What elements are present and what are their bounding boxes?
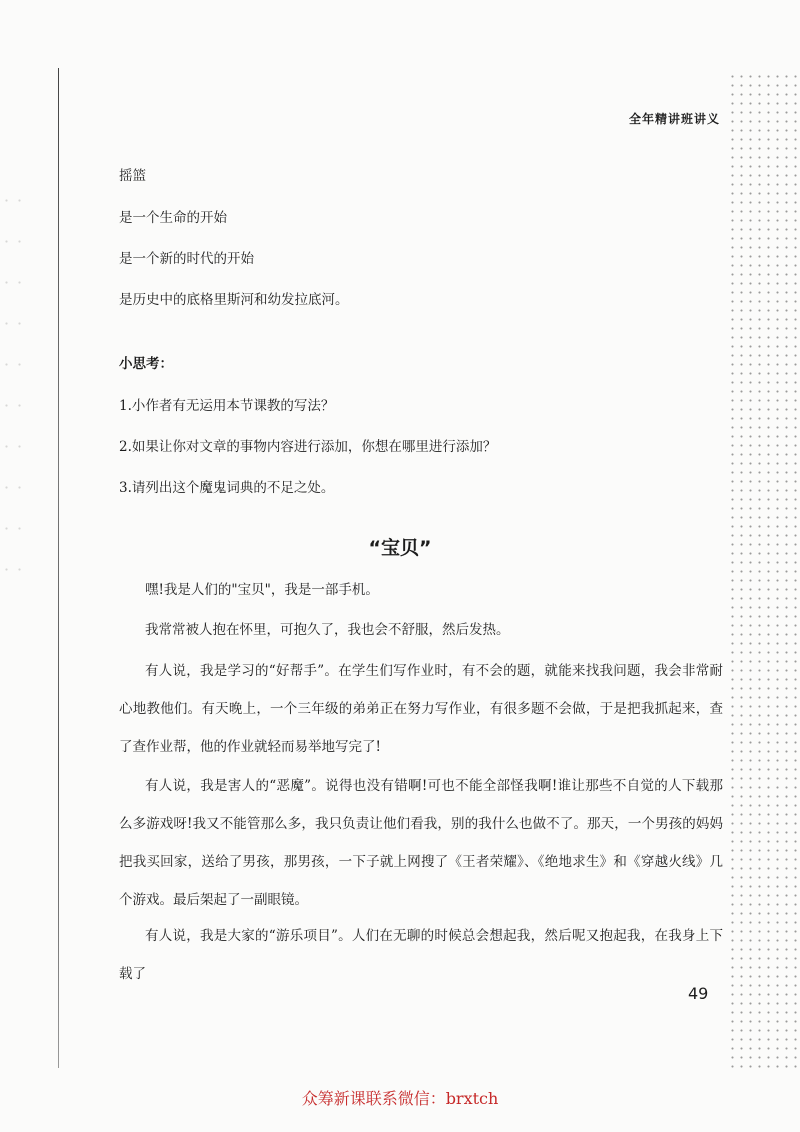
essay-paragraph: 有人说，我是害人的“恶魔”。说得也没有错啊!可也不能全部怪我啊!谁让那些不自觉的人下载那么多游戏呀!我又不能管那么多，我只负责让他们看我，别的我什么也做不了。那天，一个男孩的妈妈把我买回家，送给了男孩，那男孩，一下子就上网搜了《王者荣耀》、《绝地求生》和《穿越火线》几个游戏。最后架起了一副眼镜。 xyxy=(119,778,723,908)
page-number: 49 xyxy=(688,984,709,1003)
essay-paragraph: 嘿!我是人们的"宝贝"，我是一部手机。 xyxy=(145,582,379,598)
poem-line: 是历史中的底格里斯河和幼发拉底河。 xyxy=(119,292,349,308)
dot-grid-margin xyxy=(728,72,798,1072)
binding-line xyxy=(58,68,59,1068)
poem-line: 摇篮 xyxy=(119,168,146,184)
essay-title: “宝贝” xyxy=(368,537,432,559)
question-item: 3.请列出这个魔鬼词典的不足之处。 xyxy=(119,480,335,496)
essay-paragraph: 我常常被人抱在怀里，可抱久了，我也会不舒服，然后发热。 xyxy=(145,622,510,638)
question-item: 2.如果让你对文章的事物内容进行添加，你想在哪里进行添加？ xyxy=(119,439,497,455)
question-item: 1.小作者有无运用本节课教的写法？ xyxy=(119,398,335,414)
thinking-heading: 小思考： xyxy=(119,356,173,372)
essay-paragraph: 有人说，我是大家的“游乐项目”。人们在无聊的时候总会想起我，然后呢又抱起我，在我身上下载了 xyxy=(119,928,723,982)
poem-line: 是一个生命的开始 xyxy=(119,210,227,226)
poem-line: 是一个新的时代的开始 xyxy=(119,251,254,267)
footer-watermark: 众筹新课联系微信：brxtch xyxy=(301,1089,499,1108)
essay-paragraph: 有人说，我是学习的“好帮手”。在学生们写作业时，有不会的题，就能来找我问题，我会非常耐心地教他们。有天晚上，一个三年级的弟弟正在努力写作业，有很多题不会做，于是把我抓起来，查了查作业帮，他的作业就轻而易举地写完了! xyxy=(119,663,723,755)
header-title: 全年精讲班讲义 xyxy=(628,112,720,126)
